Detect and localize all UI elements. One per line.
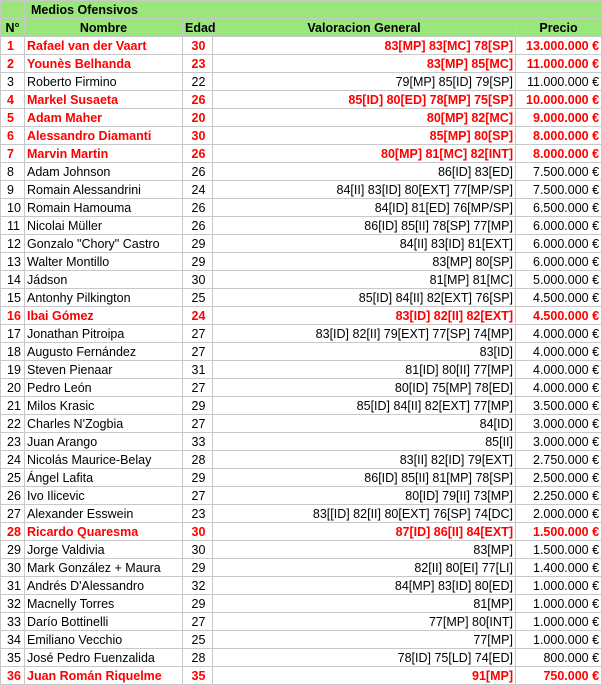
- cell-age: 30: [183, 127, 213, 145]
- cell-num: 3: [1, 73, 25, 91]
- table-row: [1, 595, 602, 613]
- table-row: [1, 343, 602, 361]
- table-row: [1, 145, 602, 163]
- cell-age: 30: [183, 541, 213, 559]
- cell-num: 13: [1, 253, 25, 271]
- cell-name: Nicolai Müller: [25, 217, 183, 235]
- cell-price: 4.000.000 €: [516, 343, 602, 361]
- cell-num: 32: [1, 595, 25, 613]
- cell-rating: 86[ID] 85[II] 81[MP] 78[SP]: [213, 469, 516, 487]
- table-row: [1, 181, 602, 199]
- cell-name: Emiliano Vecchio: [25, 631, 183, 649]
- cell-name: Ángel Lafita: [25, 469, 183, 487]
- cell-age: 29: [183, 253, 213, 271]
- cell-num: 30: [1, 559, 25, 577]
- cell-price: 2.500.000 €: [516, 469, 602, 487]
- cell-num: 17: [1, 325, 25, 343]
- cell-name: Gonzalo "Chory" Castro: [25, 235, 183, 253]
- cell-price: 1.500.000 €: [516, 523, 602, 541]
- cell-price: 7.500.000 €: [516, 181, 602, 199]
- cell-num: 11: [1, 217, 25, 235]
- cell-price: 6.000.000 €: [516, 235, 602, 253]
- cell-rating: 86[ID] 85[II] 78[SP] 77[MP]: [213, 217, 516, 235]
- table-title: Medios Ofensivos: [25, 1, 602, 19]
- cell-name: Adam Johnson: [25, 163, 183, 181]
- header-row: [1, 19, 602, 37]
- cell-num: 5: [1, 109, 25, 127]
- cell-rating: 80[ID] 79[II] 73[MP]: [213, 487, 516, 505]
- cell-rating: 83[MP] 85[MC]: [213, 55, 516, 73]
- cell-rating: 83[MP]: [213, 541, 516, 559]
- cell-name: Augusto Fernández: [25, 343, 183, 361]
- cell-age: 26: [183, 199, 213, 217]
- cell-rating: 91[MP]: [213, 667, 516, 685]
- cell-age: 30: [183, 37, 213, 55]
- cell-price: 9.000.000 €: [516, 109, 602, 127]
- cell-num: 27: [1, 505, 25, 523]
- table-row: [1, 523, 602, 541]
- table-row: [1, 73, 602, 91]
- table-row: [1, 487, 602, 505]
- cell-num: 12: [1, 235, 25, 253]
- cell-num: 14: [1, 271, 25, 289]
- table-row: [1, 451, 602, 469]
- cell-rating: 80[MP] 82[MC]: [213, 109, 516, 127]
- cell-price: 1.500.000 €: [516, 541, 602, 559]
- cell-age: 26: [183, 91, 213, 109]
- cell-rating: 87[ID] 86[II] 84[EXT]: [213, 523, 516, 541]
- cell-age: 28: [183, 649, 213, 667]
- table-row: [1, 631, 602, 649]
- cell-num: 21: [1, 397, 25, 415]
- cell-rating: 79[MP] 85[ID] 79[SP]: [213, 73, 516, 91]
- cell-rating: 85[ID] 84[II] 82[EXT] 77[MP]: [213, 397, 516, 415]
- cell-price: 8.000.000 €: [516, 127, 602, 145]
- cell-price: 5.000.000 €: [516, 271, 602, 289]
- cell-age: 31: [183, 361, 213, 379]
- table-row: [1, 271, 602, 289]
- table-row: [1, 505, 602, 523]
- table-row: [1, 127, 602, 145]
- cell-rating: 81[MP] 81[MC]: [213, 271, 516, 289]
- cell-name: Antonhy Pilkington: [25, 289, 183, 307]
- cell-age: 23: [183, 55, 213, 73]
- cell-price: 1.400.000 €: [516, 559, 602, 577]
- cell-price: 4.500.000 €: [516, 307, 602, 325]
- table-row: [1, 235, 602, 253]
- cell-price: 4.000.000 €: [516, 361, 602, 379]
- cell-name: Mark González + Maura: [25, 559, 183, 577]
- header-rating: Valoracion General: [213, 19, 516, 37]
- table-row: [1, 379, 602, 397]
- cell-rating: 78[ID] 75[LD] 74[ED]: [213, 649, 516, 667]
- cell-num: 23: [1, 433, 25, 451]
- cell-rating: 84[ID] 81[ED] 76[MP/SP]: [213, 199, 516, 217]
- cell-num: 10: [1, 199, 25, 217]
- cell-age: 29: [183, 397, 213, 415]
- cell-rating: 85[MP] 80[SP]: [213, 127, 516, 145]
- cell-name: Walter Montillo: [25, 253, 183, 271]
- cell-price: 1.000.000 €: [516, 577, 602, 595]
- cell-rating: 77[MP]: [213, 631, 516, 649]
- cell-name: Jádson: [25, 271, 183, 289]
- cell-price: 11.000.000 €: [516, 73, 602, 91]
- cell-rating: 84[II] 83[ID] 80[EXT] 77[MP/SP]: [213, 181, 516, 199]
- cell-rating: 85[ID] 84[II] 82[EXT] 76[SP]: [213, 289, 516, 307]
- cell-num: 35: [1, 649, 25, 667]
- cell-rating: 85[II]: [213, 433, 516, 451]
- cell-price: 6.000.000 €: [516, 217, 602, 235]
- cell-age: 24: [183, 181, 213, 199]
- cell-rating: 84[ID]: [213, 415, 516, 433]
- cell-age: 27: [183, 613, 213, 631]
- cell-rating: 83[ID] 82[II] 82[EXT]: [213, 307, 516, 325]
- cell-age: 33: [183, 433, 213, 451]
- table-row: [1, 649, 602, 667]
- cell-rating: 83[ID] 82[II] 79[EXT] 77[SP] 74[MP]: [213, 325, 516, 343]
- table-row: [1, 667, 602, 685]
- cell-name: Alessandro Diamanti: [25, 127, 183, 145]
- cell-name: Steven Pienaar: [25, 361, 183, 379]
- table-row: [1, 163, 602, 181]
- header-num: N°: [1, 19, 25, 37]
- cell-price: 13.000.000 €: [516, 37, 602, 55]
- cell-age: 22: [183, 73, 213, 91]
- cell-rating: 81[ID] 80[II] 77[MP]: [213, 361, 516, 379]
- cell-price: 2.000.000 €: [516, 505, 602, 523]
- cell-age: 26: [183, 217, 213, 235]
- cell-num: 34: [1, 631, 25, 649]
- table-row: [1, 55, 602, 73]
- cell-name: Macnelly Torres: [25, 595, 183, 613]
- cell-price: 4.000.000 €: [516, 379, 602, 397]
- cell-num: 31: [1, 577, 25, 595]
- cell-age: 30: [183, 271, 213, 289]
- cell-name: Romain Hamouma: [25, 199, 183, 217]
- cell-price: 3.000.000 €: [516, 433, 602, 451]
- cell-num: 2: [1, 55, 25, 73]
- cell-price: 11.000.000 €: [516, 55, 602, 73]
- table-row: [1, 415, 602, 433]
- cell-rating: 80[ID] 75[MP] 78[ED]: [213, 379, 516, 397]
- cell-name: Romain Alessandrini: [25, 181, 183, 199]
- cell-age: 25: [183, 631, 213, 649]
- table-row: [1, 199, 602, 217]
- cell-rating: 77[MP] 80[INT]: [213, 613, 516, 631]
- cell-age: 29: [183, 469, 213, 487]
- cell-price: 2.750.000 €: [516, 451, 602, 469]
- cell-num: 1: [1, 37, 25, 55]
- cell-age: 27: [183, 325, 213, 343]
- cell-name: Milos Krasic: [25, 397, 183, 415]
- cell-age: 35: [183, 667, 213, 685]
- cell-rating: 82[II] 80[EI] 77[LI]: [213, 559, 516, 577]
- cell-price: 800.000 €: [516, 649, 602, 667]
- table-row: [1, 361, 602, 379]
- cell-rating: 83[MP] 80[SP]: [213, 253, 516, 271]
- cell-age: 27: [183, 415, 213, 433]
- cell-price: 6.000.000 €: [516, 253, 602, 271]
- cell-name: José Pedro Fuenzalida: [25, 649, 183, 667]
- cell-price: 3.000.000 €: [516, 415, 602, 433]
- table-row: [1, 109, 602, 127]
- cell-price: 7.500.000 €: [516, 163, 602, 181]
- table-row: [1, 91, 602, 109]
- cell-age: 32: [183, 577, 213, 595]
- cell-age: 27: [183, 487, 213, 505]
- cell-age: 27: [183, 343, 213, 361]
- cell-rating: 86[ID] 83[ED]: [213, 163, 516, 181]
- cell-rating: 83[II] 82[ID] 79[EXT]: [213, 451, 516, 469]
- cell-price: 3.500.000 €: [516, 397, 602, 415]
- cell-name: Ricardo Quaresma: [25, 523, 183, 541]
- cell-name: Rafael van der Vaart: [25, 37, 183, 55]
- cell-price: 4.000.000 €: [516, 325, 602, 343]
- cell-price: 6.500.000 €: [516, 199, 602, 217]
- cell-name: Juan Román Riquelme: [25, 667, 183, 685]
- cell-age: 29: [183, 595, 213, 613]
- cell-num: 25: [1, 469, 25, 487]
- cell-age: 26: [183, 145, 213, 163]
- cell-num: 16: [1, 307, 25, 325]
- cell-age: 20: [183, 109, 213, 127]
- cell-price: 750.000 €: [516, 667, 602, 685]
- cell-age: 28: [183, 451, 213, 469]
- cell-age: 29: [183, 559, 213, 577]
- cell-num: 6: [1, 127, 25, 145]
- cell-name: Younès Belhanda: [25, 55, 183, 73]
- cell-num: 4: [1, 91, 25, 109]
- cell-name: Adam Maher: [25, 109, 183, 127]
- cell-name: Nicolás Maurice-Belay: [25, 451, 183, 469]
- title-spacer: [1, 1, 25, 19]
- table-row: [1, 37, 602, 55]
- table-row: [1, 469, 602, 487]
- table-row: [1, 253, 602, 271]
- cell-price: 4.500.000 €: [516, 289, 602, 307]
- cell-num: 8: [1, 163, 25, 181]
- header-name: Nombre: [25, 19, 183, 37]
- cell-age: 25: [183, 289, 213, 307]
- cell-rating: 83[MP] 83[MC] 78[SP]: [213, 37, 516, 55]
- table-row: [1, 397, 602, 415]
- cell-rating: 83[[ID] 82[II] 80[EXT] 76[SP] 74[DC]: [213, 505, 516, 523]
- cell-name: Markel Susaeta: [25, 91, 183, 109]
- cell-num: 15: [1, 289, 25, 307]
- table-row: [1, 217, 602, 235]
- cell-num: 19: [1, 361, 25, 379]
- table-row: [1, 613, 602, 631]
- cell-name: Jorge Valdivia: [25, 541, 183, 559]
- cell-name: Jonathan Pitroipa: [25, 325, 183, 343]
- cell-name: Alexander Esswein: [25, 505, 183, 523]
- cell-num: 28: [1, 523, 25, 541]
- cell-num: 20: [1, 379, 25, 397]
- cell-price: 1.000.000 €: [516, 595, 602, 613]
- cell-num: 22: [1, 415, 25, 433]
- cell-rating: 85[ID] 80[ED] 78[MP] 75[SP]: [213, 91, 516, 109]
- cell-num: 33: [1, 613, 25, 631]
- cell-rating: 83[ID]: [213, 343, 516, 361]
- cell-rating: 81[MP]: [213, 595, 516, 613]
- cell-name: Darío Bottinelli: [25, 613, 183, 631]
- cell-age: 27: [183, 379, 213, 397]
- cell-name: Juan Arango: [25, 433, 183, 451]
- cell-num: 7: [1, 145, 25, 163]
- cell-name: Andrés D'Alessandro: [25, 577, 183, 595]
- table-row: [1, 307, 602, 325]
- cell-num: 18: [1, 343, 25, 361]
- cell-num: 9: [1, 181, 25, 199]
- table-row: [1, 325, 602, 343]
- title-row: [1, 1, 602, 19]
- cell-age: 30: [183, 523, 213, 541]
- cell-name: Roberto Firmino: [25, 73, 183, 91]
- cell-name: Pedro León: [25, 379, 183, 397]
- table-row: [1, 541, 602, 559]
- table-row: [1, 433, 602, 451]
- table-row: [1, 577, 602, 595]
- cell-price: 10.000.000 €: [516, 91, 602, 109]
- cell-name: Ibai Gómez: [25, 307, 183, 325]
- cell-age: 23: [183, 505, 213, 523]
- cell-age: 29: [183, 235, 213, 253]
- cell-age: 26: [183, 163, 213, 181]
- table-row: [1, 289, 602, 307]
- cell-num: 26: [1, 487, 25, 505]
- cell-name: Marvin Martin: [25, 145, 183, 163]
- cell-price: 2.250.000 €: [516, 487, 602, 505]
- cell-name: Charles N'Zogbia: [25, 415, 183, 433]
- cell-rating: 80[MP] 81[MC] 82[INT]: [213, 145, 516, 163]
- cell-rating: 84[MP] 83[ID] 80[ED]: [213, 577, 516, 595]
- cell-age: 24: [183, 307, 213, 325]
- table-row: [1, 559, 602, 577]
- cell-price: 1.000.000 €: [516, 631, 602, 649]
- header-price: Precio: [516, 19, 602, 37]
- cell-rating: 84[II] 83[ID] 81[EXT]: [213, 235, 516, 253]
- cell-price: 1.000.000 €: [516, 613, 602, 631]
- cell-num: 24: [1, 451, 25, 469]
- cell-price: 8.000.000 €: [516, 145, 602, 163]
- cell-num: 29: [1, 541, 25, 559]
- cell-num: 36: [1, 667, 25, 685]
- cell-name: Ivo Ilicevic: [25, 487, 183, 505]
- header-age: Edad: [183, 19, 213, 37]
